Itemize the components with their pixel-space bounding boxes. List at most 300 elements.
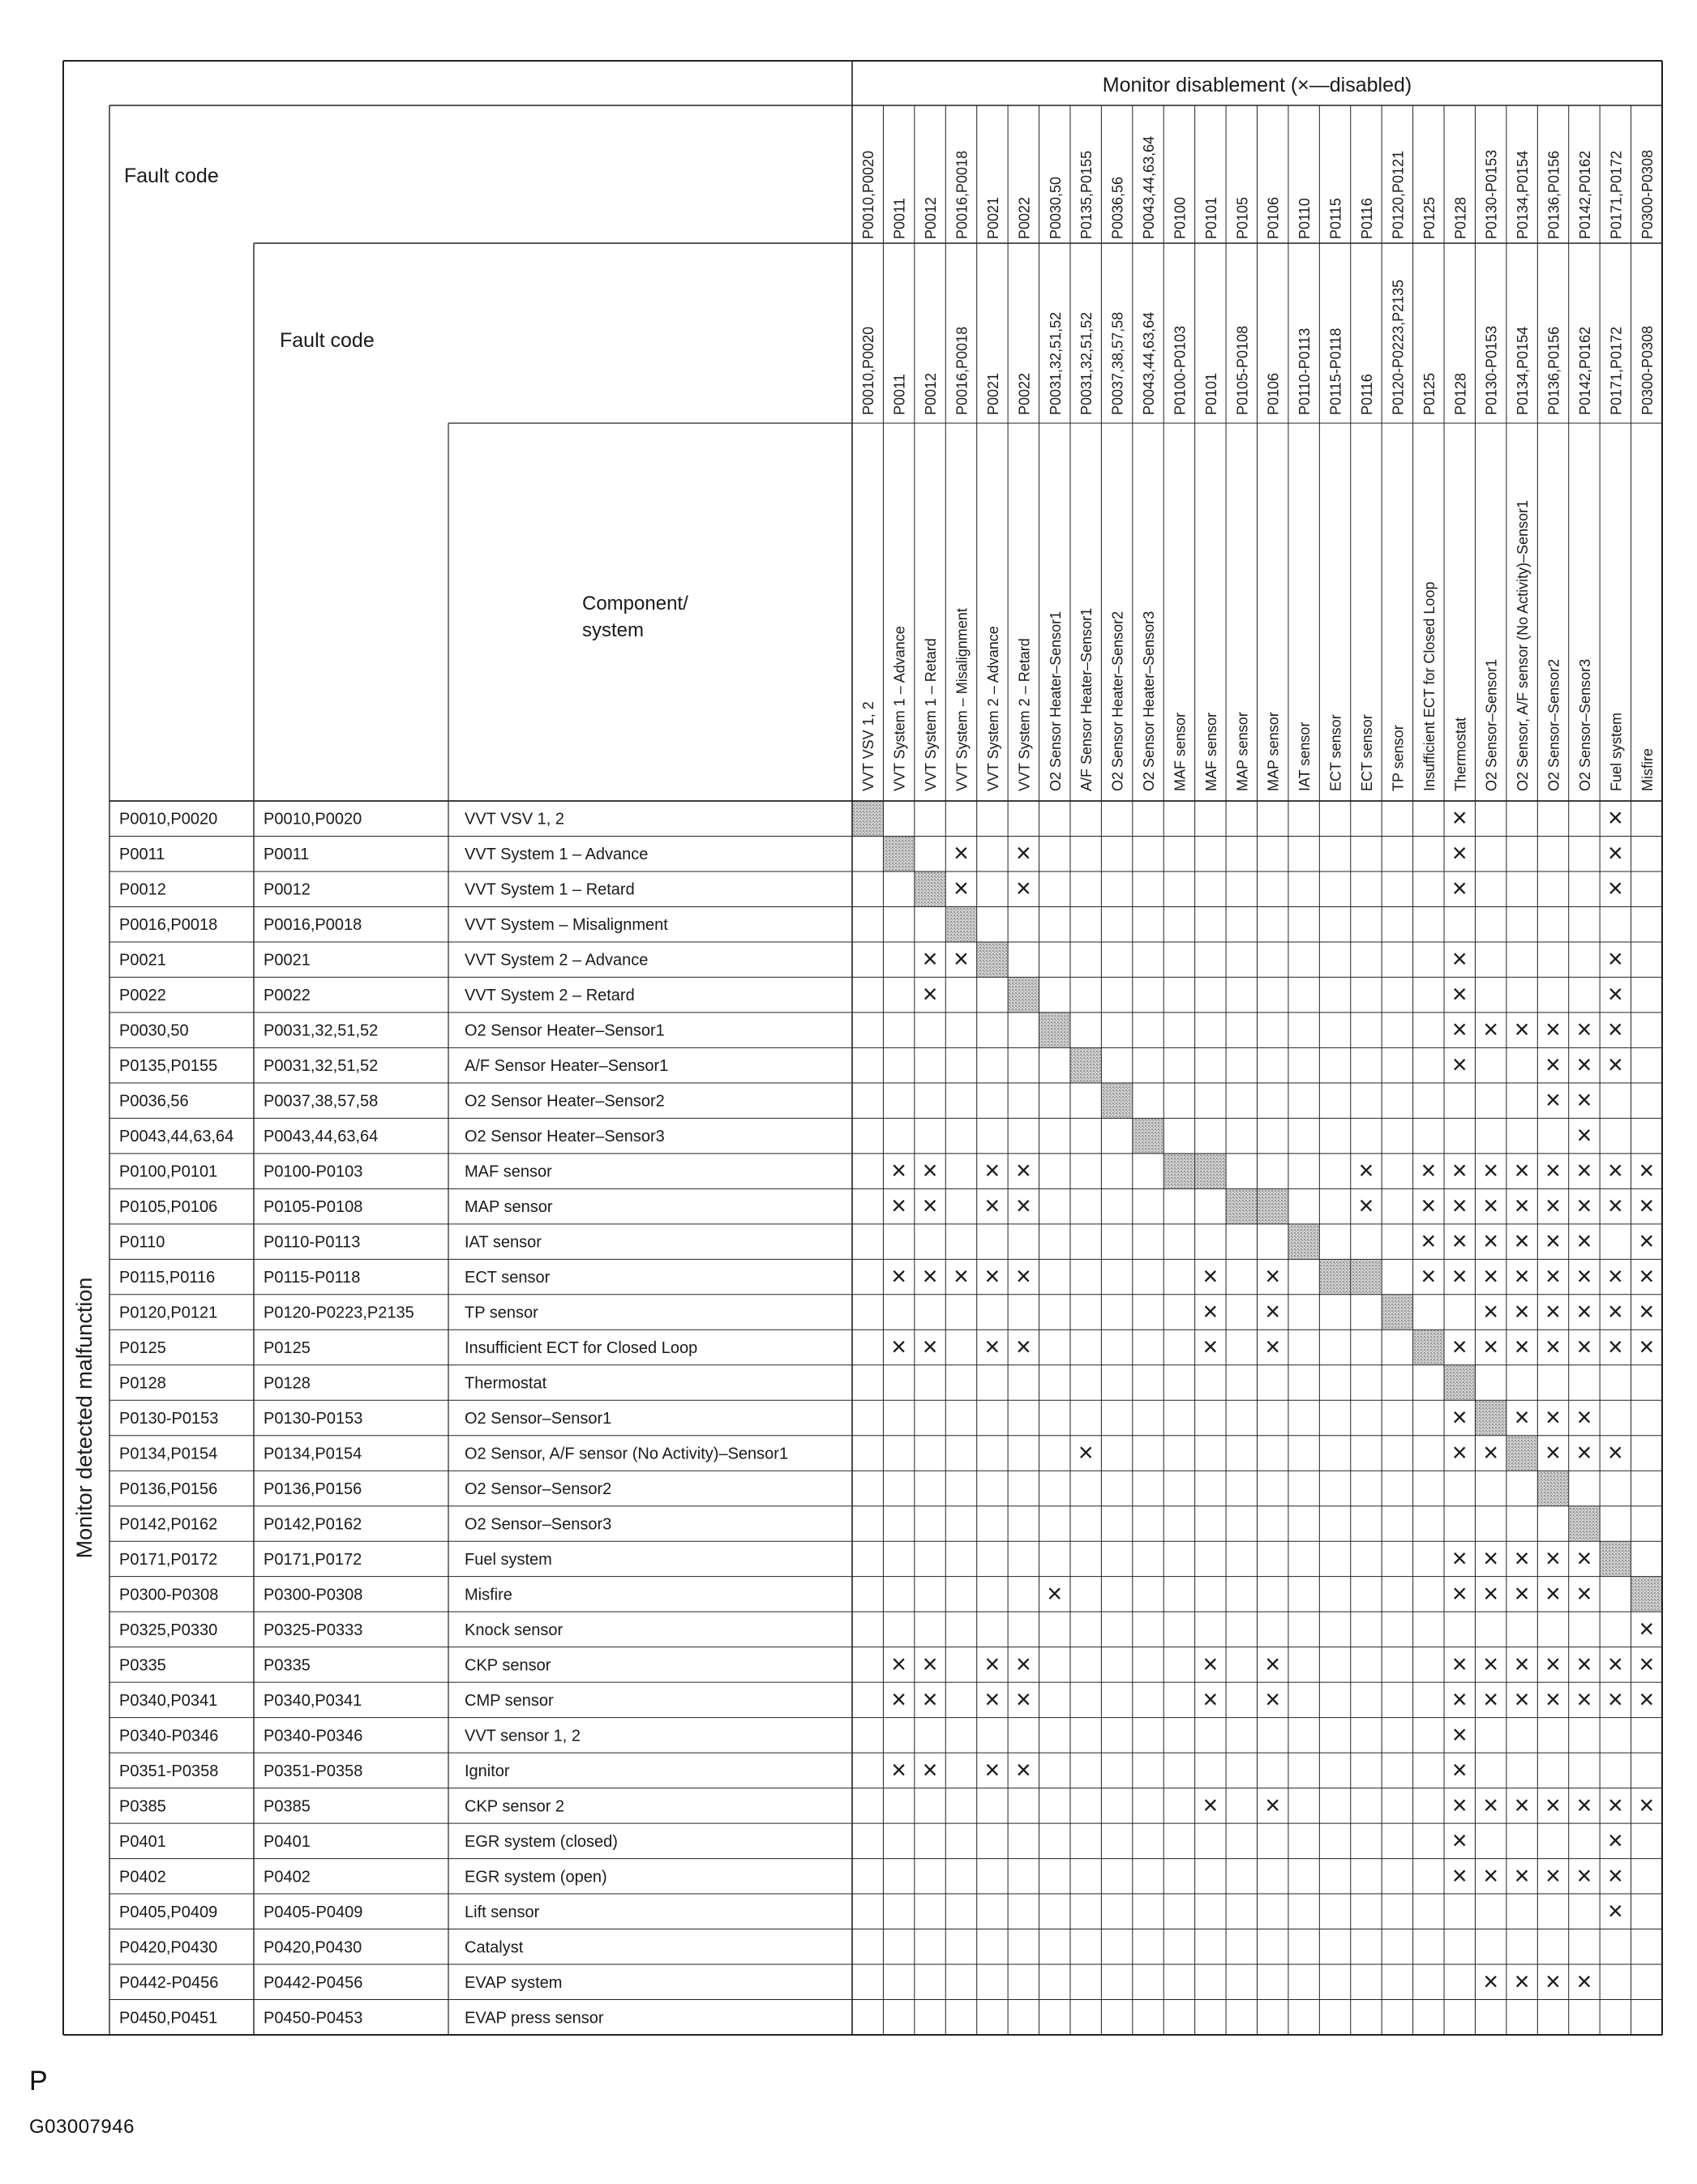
row-component: IAT sensor <box>465 1233 542 1252</box>
shaded-cell <box>853 802 883 836</box>
disabled-mark: × <box>1451 944 1468 974</box>
disabled-mark: × <box>1451 1543 1468 1573</box>
row-code2: P0012 <box>264 880 311 899</box>
column-code2: P0136,P0156 <box>1545 326 1562 415</box>
disabled-mark: × <box>984 1155 1001 1185</box>
fault-code-header-outer: Fault code <box>124 165 219 187</box>
disabled-mark: × <box>1015 1649 1031 1679</box>
disabled-mark: × <box>922 1649 938 1679</box>
row-code1: P0128 <box>119 1374 166 1393</box>
column-code2: P0011 <box>891 374 908 415</box>
disabled-mark: × <box>922 1684 938 1714</box>
row-code2: P0340,P0341 <box>264 1691 362 1710</box>
column-code: P0135,P0155 <box>1078 150 1095 239</box>
disabled-mark: × <box>1483 1296 1499 1326</box>
row-code2: P0450-P0453 <box>264 2009 363 2028</box>
row-component: O2 Sensor Heater–Sensor2 <box>465 1092 665 1111</box>
row-component: EGR system (open) <box>465 1868 607 1886</box>
column-code: P0134,P0154 <box>1515 150 1532 239</box>
row-code2: P0021 <box>264 951 311 970</box>
column-code: P0105 <box>1234 196 1251 239</box>
disabled-mark: × <box>1545 1226 1561 1256</box>
disabled-mark: × <box>1608 803 1623 833</box>
row-component: O2 Sensor–Sensor3 <box>465 1515 612 1534</box>
row-code1: P0340,P0341 <box>119 1691 218 1710</box>
disabled-mark: × <box>1421 1261 1437 1291</box>
column-code2: P0300-P0308 <box>1639 325 1656 415</box>
disabled-mark: × <box>984 1649 1001 1679</box>
disabled-mark: × <box>1483 1649 1499 1679</box>
row-code2: P0016,P0018 <box>264 916 362 935</box>
disabled-mark: × <box>1545 1684 1561 1714</box>
disabled-mark: × <box>1514 1226 1530 1256</box>
disabled-mark: × <box>1483 1332 1499 1362</box>
row-code2: P0300-P0308 <box>264 1586 363 1604</box>
disabled-mark: × <box>1576 1155 1592 1185</box>
column-code: P0100 <box>1172 196 1189 239</box>
disabled-mark: × <box>1608 944 1623 974</box>
disabled-mark: × <box>1576 1226 1592 1256</box>
column-code: P0010,P0020 <box>860 150 877 239</box>
row-code2: P0136,P0156 <box>264 1480 362 1498</box>
shaded-cell <box>1569 1506 1599 1540</box>
column-code: P0043,44,63,64 <box>1141 135 1158 239</box>
column-code2: P0171,P0172 <box>1608 326 1625 415</box>
row-code1: P0300-P0308 <box>119 1586 219 1604</box>
column-component: O2 Sensor, A/F sensor (No Activity)–Sensor1 <box>1515 499 1532 791</box>
disabled-mark: × <box>1608 838 1623 868</box>
shaded-cell <box>1070 1048 1100 1082</box>
shaded-cell <box>1382 1295 1412 1329</box>
disabled-mark: × <box>1608 1684 1623 1714</box>
disabled-mark: × <box>1451 1861 1468 1891</box>
disabled-mark: × <box>1483 1543 1499 1573</box>
disabled-mark: × <box>1451 1261 1468 1291</box>
disabled-mark: × <box>1265 1684 1281 1714</box>
row-component: O2 Sensor, A/F sensor (No Activity)–Sensor1 <box>465 1445 789 1463</box>
disabled-mark: × <box>1483 1014 1499 1044</box>
disabled-mark: × <box>1451 1191 1468 1221</box>
shaded-cell <box>1164 1154 1194 1188</box>
disabled-mark: × <box>1451 1649 1468 1679</box>
disabled-mark: × <box>1202 1296 1219 1326</box>
row-component: VVT VSV 1, 2 <box>465 810 565 829</box>
row-component: VVT System – Misalignment <box>465 916 668 935</box>
disabled-mark: × <box>891 1332 906 1362</box>
column-component: Misfire <box>1639 747 1656 791</box>
disabled-mark: × <box>1576 1120 1592 1150</box>
row-code1: P0036,56 <box>119 1092 189 1111</box>
row-code2: P0351-P0358 <box>264 1762 363 1780</box>
disabled-mark: × <box>1608 1790 1623 1820</box>
disabled-mark: × <box>1451 1754 1468 1784</box>
monitor-disablement-header: Monitor disablement (×—disabled) <box>1102 74 1412 96</box>
row-component: Insufficient ECT for Closed Loop <box>465 1339 698 1358</box>
column-component: O2 Sensor–Sensor2 <box>1545 658 1562 791</box>
row-code1: P0022 <box>119 987 166 1005</box>
row-code2: P0171,P0172 <box>264 1550 362 1569</box>
disabled-mark: × <box>1545 1332 1561 1362</box>
column-component: VVT VSV 1, 2 <box>860 701 877 791</box>
column-code: P0116 <box>1358 198 1375 239</box>
column-code: P0128 <box>1452 196 1469 239</box>
row-code2: P0037,38,57,58 <box>264 1092 379 1111</box>
row-code2: P0325-P0333 <box>264 1621 363 1639</box>
row-code2: P0022 <box>264 987 311 1005</box>
disabled-mark: × <box>1078 1437 1094 1467</box>
row-code2: P0043,44,63,64 <box>264 1128 379 1146</box>
disabled-mark: × <box>1265 1296 1281 1326</box>
disabled-mark: × <box>1576 1437 1592 1467</box>
disabled-mark: × <box>1545 1543 1561 1573</box>
disabled-mark: × <box>1608 979 1623 1009</box>
disabled-mark: × <box>984 1684 1001 1714</box>
shaded-cell <box>1631 1577 1661 1611</box>
row-component: A/F Sensor Heater–Sensor1 <box>465 1057 669 1076</box>
row-component: Fuel system <box>465 1550 552 1569</box>
column-code2: P0016,P0018 <box>953 326 971 415</box>
row-code1: P0401 <box>119 1832 166 1851</box>
disabled-mark: × <box>1545 1402 1561 1432</box>
disabled-mark: × <box>1514 1402 1530 1432</box>
disabled-mark: × <box>922 1155 938 1185</box>
row-component: O2 Sensor–Sensor2 <box>465 1480 612 1498</box>
row-code2: P0128 <box>264 1374 311 1393</box>
disabled-mark: × <box>1483 1226 1499 1256</box>
row-code2: P0130-P0153 <box>264 1410 363 1428</box>
disabled-mark: × <box>1639 1684 1655 1714</box>
shaded-cell <box>1258 1189 1288 1223</box>
column-code2: P0110-P0113 <box>1296 328 1313 415</box>
row-component: Knock sensor <box>465 1621 564 1639</box>
row-component: EVAP system <box>465 1973 563 1992</box>
disabled-mark: × <box>1451 1155 1468 1185</box>
disabled-mark: × <box>1514 1155 1530 1185</box>
disabled-mark: × <box>1265 1649 1281 1679</box>
row-code2: P0405-P0409 <box>264 1903 363 1921</box>
disabled-mark: × <box>1545 1296 1561 1326</box>
column-code2: P0105-P0108 <box>1234 325 1251 415</box>
row-code2: P0110-P0113 <box>264 1233 361 1252</box>
column-component: MAP sensor <box>1234 712 1251 791</box>
disabled-mark: × <box>1015 1754 1031 1784</box>
disabled-mark: × <box>1545 1085 1561 1115</box>
disabled-mark: × <box>1639 1332 1655 1362</box>
disabled-mark: × <box>984 1332 1001 1362</box>
disabled-mark: × <box>1514 1261 1530 1291</box>
disabled-mark: × <box>1576 1296 1592 1326</box>
disabled-mark: × <box>1265 1332 1281 1362</box>
row-component: CMP sensor <box>465 1691 554 1710</box>
disabled-mark: × <box>1545 1050 1561 1080</box>
row-code1: P0030,50 <box>119 1021 189 1040</box>
shaded-cell <box>1009 978 1039 1012</box>
row-component: Lift sensor <box>465 1903 540 1921</box>
disabled-mark: × <box>1202 1684 1219 1714</box>
shaded-cell <box>1351 1260 1381 1294</box>
row-code1: P0130-P0153 <box>119 1410 219 1428</box>
disabled-mark: × <box>1639 1191 1655 1221</box>
disabled-mark: × <box>1545 1191 1561 1221</box>
disabled-mark: × <box>1015 838 1031 868</box>
disabled-mark: × <box>1576 1332 1592 1362</box>
footer-letter: P <box>29 2066 48 2096</box>
row-component: EVAP press sensor <box>465 2009 604 2028</box>
disabled-mark: × <box>1576 1191 1592 1221</box>
disabled-mark: × <box>1451 803 1468 833</box>
row-component: ECT sensor <box>465 1269 551 1287</box>
fault-code-header-inner: Fault code <box>280 329 375 352</box>
figure-code: G03007946 <box>29 2116 135 2138</box>
disabled-mark: × <box>1015 873 1031 903</box>
disabled-mark: × <box>1514 1684 1530 1714</box>
shaded-cell <box>977 942 1007 976</box>
disabled-mark: × <box>1358 1191 1374 1221</box>
disabled-mark: × <box>1576 1578 1592 1608</box>
disabled-mark: × <box>1015 1191 1031 1221</box>
column-component: O2 Sensor–Sensor1 <box>1483 658 1500 791</box>
row-code2: P0031,32,51,52 <box>264 1057 379 1076</box>
disabled-mark: × <box>1545 1966 1561 1996</box>
disabled-mark: × <box>1545 1014 1561 1044</box>
disabled-mark: × <box>891 1684 906 1714</box>
disabled-mark: × <box>1545 1261 1561 1291</box>
disabled-mark: × <box>1358 1155 1374 1185</box>
disabled-mark: × <box>1451 838 1468 868</box>
row-code2: P0115-P0118 <box>264 1269 361 1287</box>
column-code2: P0116 <box>1358 374 1375 415</box>
column-code2: P0100-P0103 <box>1172 325 1189 415</box>
row-component: CKP sensor <box>465 1656 551 1675</box>
disabled-mark: × <box>1608 1261 1623 1291</box>
row-code1: P0135,P0155 <box>119 1057 218 1076</box>
row-code1: P0351-P0358 <box>119 1762 219 1780</box>
disabled-mark: × <box>1451 1014 1468 1044</box>
row-code1: P0340-P0346 <box>119 1727 219 1745</box>
disabled-mark: × <box>1451 1226 1468 1256</box>
disabled-mark: × <box>1421 1191 1437 1221</box>
disabled-mark: × <box>1514 1014 1530 1044</box>
disabled-mark: × <box>1202 1332 1219 1362</box>
disabled-mark: × <box>891 1754 906 1784</box>
column-code: P0022 <box>1016 196 1033 239</box>
row-code1: P0420,P0430 <box>119 1938 218 1957</box>
disabled-mark: × <box>1545 1155 1561 1185</box>
row-component: VVT sensor 1, 2 <box>465 1727 581 1745</box>
disabled-mark: × <box>1483 1578 1499 1608</box>
shaded-cell <box>946 907 976 941</box>
disabled-mark: × <box>1576 1861 1592 1891</box>
column-code2: P0022 <box>1016 372 1033 415</box>
disabled-mark: × <box>1514 1578 1530 1608</box>
row-component: Catalyst <box>465 1938 524 1957</box>
column-code: P0171,P0172 <box>1608 150 1625 239</box>
row-code1: P0134,P0154 <box>119 1445 218 1463</box>
column-component: MAF sensor <box>1202 712 1219 791</box>
column-code2: P0101 <box>1202 372 1219 415</box>
disabled-mark: × <box>922 1191 938 1221</box>
shaded-cell <box>1601 1542 1631 1576</box>
disabled-mark: × <box>1514 1296 1530 1326</box>
shaded-cell <box>1320 1260 1350 1294</box>
shaded-cell <box>1039 1013 1069 1047</box>
column-code2: P0130-P0153 <box>1483 325 1500 415</box>
column-component: VVT System 2 – Advance <box>984 626 1001 791</box>
disabled-mark: × <box>1015 1684 1031 1714</box>
disabled-mark: × <box>1576 1014 1592 1044</box>
column-component: Fuel system <box>1608 712 1625 791</box>
disabled-mark: × <box>1421 1226 1437 1256</box>
disabled-mark: × <box>1639 1790 1655 1820</box>
disabled-mark: × <box>1202 1790 1219 1820</box>
disabled-mark: × <box>922 1332 938 1362</box>
disabled-mark: × <box>1202 1649 1219 1679</box>
disabled-mark: × <box>1576 1050 1592 1080</box>
row-code2: P0442-P0456 <box>264 1973 363 1992</box>
disabled-mark: × <box>1047 1578 1063 1608</box>
column-code: P0106 <box>1265 196 1282 239</box>
column-code2: P0125 <box>1421 372 1438 415</box>
disabled-mark: × <box>1545 1649 1561 1679</box>
column-code: P0021 <box>984 196 1001 239</box>
row-code1: P0450,P0451 <box>119 2009 218 2028</box>
disabled-mark: × <box>1451 1684 1468 1714</box>
disabled-mark: × <box>1514 1332 1530 1362</box>
column-code: P0130-P0153 <box>1483 149 1500 239</box>
shaded-cell <box>1476 1401 1506 1435</box>
row-code1: P0016,P0018 <box>119 916 218 935</box>
column-component: IAT sensor <box>1296 722 1313 791</box>
row-code2: P0385 <box>264 1797 311 1816</box>
column-component: O2 Sensor Heater–Sensor2 <box>1109 610 1126 791</box>
disabled-mark: × <box>1545 1578 1561 1608</box>
disabled-mark: × <box>1514 1191 1530 1221</box>
column-component: MAP sensor <box>1265 712 1282 791</box>
row-component: Thermostat <box>465 1374 547 1393</box>
disabled-mark: × <box>1015 1332 1031 1362</box>
row-component: VVT System 1 – Advance <box>465 846 649 864</box>
column-code: P0110 <box>1296 198 1313 239</box>
row-component: Misfire <box>465 1586 512 1604</box>
row-component: CKP sensor 2 <box>465 1797 565 1816</box>
row-code2: P0011 <box>264 846 310 864</box>
disabled-mark: × <box>1451 1719 1468 1749</box>
column-component: O2 Sensor–Sensor3 <box>1576 658 1593 791</box>
column-component: VVT System 2 – Retard <box>1016 638 1033 791</box>
shaded-cell <box>1445 1365 1475 1399</box>
disabled-mark: × <box>1639 1261 1655 1291</box>
row-code1: P0105,P0106 <box>119 1198 218 1217</box>
column-component: MAF sensor <box>1172 712 1189 791</box>
disabled-mark: × <box>1451 1825 1468 1855</box>
row-code2: P0420,P0430 <box>264 1938 362 1957</box>
shaded-cell <box>884 837 914 871</box>
disabled-mark: × <box>1576 1966 1592 1996</box>
disabled-mark: × <box>1639 1649 1655 1679</box>
column-component: ECT sensor <box>1358 714 1375 791</box>
disabled-mark: × <box>1576 1085 1592 1115</box>
disabled-mark: × <box>1265 1790 1281 1820</box>
column-code2: P0031,32,51,52 <box>1078 311 1095 415</box>
row-code2: P0340-P0346 <box>264 1727 363 1745</box>
disabled-mark: × <box>922 1754 938 1784</box>
row-code1: P0115,P0116 <box>119 1269 216 1287</box>
row-code1: P0100,P0101 <box>119 1163 218 1181</box>
disabled-mark: × <box>1639 1613 1655 1643</box>
column-component: ECT sensor <box>1327 714 1344 791</box>
disabled-mark: × <box>1545 1437 1561 1467</box>
disabled-mark: × <box>1451 873 1468 903</box>
shaded-cell <box>1538 1471 1568 1505</box>
row-code1: P0385 <box>119 1797 166 1816</box>
row-code2: P0120-P0223,P2135 <box>264 1304 414 1322</box>
disabled-mark: × <box>1514 1790 1530 1820</box>
column-code: P0016,P0018 <box>953 150 971 239</box>
disabled-mark: × <box>1608 1437 1623 1467</box>
row-component: MAP sensor <box>465 1198 553 1217</box>
disabled-mark: × <box>1483 1437 1499 1467</box>
row-code2: P0402 <box>264 1868 311 1886</box>
row-component: O2 Sensor Heater–Sensor1 <box>465 1021 665 1040</box>
disabled-mark: × <box>1451 979 1468 1009</box>
disabled-mark: × <box>1576 1649 1592 1679</box>
row-component: VVT System 1 – Retard <box>465 880 635 899</box>
disabled-mark: × <box>1451 1050 1468 1080</box>
disabled-mark: × <box>1514 1861 1530 1891</box>
disabled-mark: × <box>1576 1402 1592 1432</box>
row-code1: P0125 <box>119 1339 166 1358</box>
disabled-mark: × <box>1483 1261 1499 1291</box>
row-component: VVT System 2 – Retard <box>465 987 635 1005</box>
row-code1: P0010,P0020 <box>119 810 218 829</box>
column-code2: P0106 <box>1265 372 1282 415</box>
disabled-mark: × <box>1483 1155 1499 1185</box>
disabled-mark: × <box>984 1754 1001 1784</box>
disabled-mark: × <box>1483 1861 1499 1891</box>
disabled-mark: × <box>1608 1014 1623 1044</box>
disabled-mark: × <box>1483 1790 1499 1820</box>
column-code2: P0115-P0118 <box>1327 328 1344 415</box>
row-component: EGR system (closed) <box>465 1832 618 1851</box>
column-code2: P0031,32,51,52 <box>1047 311 1064 415</box>
column-code2: P0021 <box>984 372 1001 415</box>
row-component: O2 Sensor–Sensor1 <box>465 1410 612 1428</box>
row-code2: P0134,P0154 <box>264 1445 362 1463</box>
column-code: P0125 <box>1421 196 1438 239</box>
disabled-mark: × <box>1608 1155 1623 1185</box>
column-code: P0030,50 <box>1047 176 1064 239</box>
column-code: P0101 <box>1202 196 1219 239</box>
disabled-mark: × <box>891 1191 906 1221</box>
column-component: O2 Sensor Heater–Sensor1 <box>1047 610 1064 791</box>
disabled-mark: × <box>1608 1895 1623 1925</box>
disabled-mark: × <box>1015 1155 1031 1185</box>
row-code1: P0171,P0172 <box>119 1550 218 1569</box>
disabled-mark: × <box>1421 1155 1437 1185</box>
disabled-mark: × <box>953 944 969 974</box>
column-component: O2 Sensor Heater–Sensor3 <box>1141 610 1158 791</box>
row-code2: P0401 <box>264 1832 311 1851</box>
column-code: P0120,P0121 <box>1390 150 1407 239</box>
row-code2: P0142,P0162 <box>264 1515 362 1534</box>
column-code2: P0120-P0223,P2135 <box>1390 279 1407 415</box>
column-code2: P0010,P0020 <box>860 326 877 415</box>
shaded-cell <box>915 871 945 906</box>
disabled-mark: × <box>1514 1543 1530 1573</box>
disabled-mark: × <box>953 1261 969 1291</box>
disabled-mark: × <box>1608 873 1623 903</box>
disabled-mark: × <box>1451 1402 1468 1432</box>
